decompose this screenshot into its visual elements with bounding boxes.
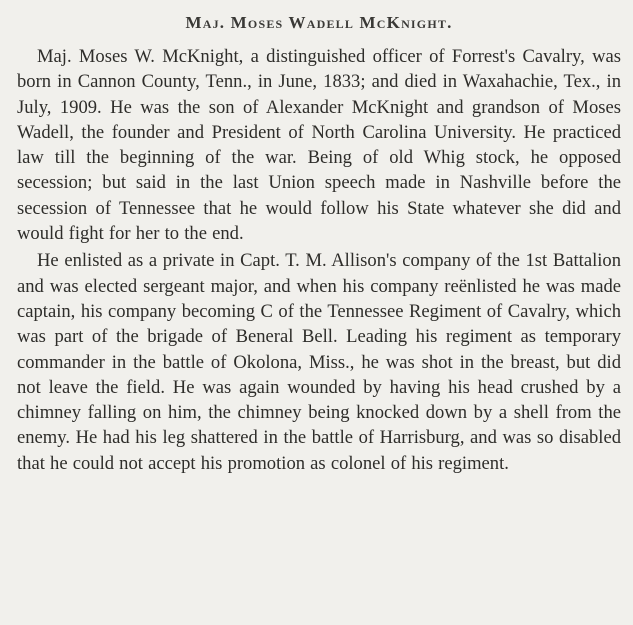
paragraph-military-service: He enlisted as a private in Capt. T. M. Allison's company of the 1st Battalion and was elected sergeant major, and when his company reënlisted he was made captain, his company becoming C of the Tennessee Regiment of Cavalry, which was part of the brigade of Beneral Bell. Leading his regiment as temporary commander in the battle of Okolona, Miss., he was shot in the breast, but did not leave the field. He was again wounded by having his head crushed by a chimney falling on him, the chimney being knocked down by a shell from the enemy. He had his leg shattered in the battle of Harrisburg, and was so disabled that he could not accept his promotion as colonel of his regiment. bbox=[17, 250, 621, 474]
paragraph-biography: Maj. Moses W. McKnight, a distinguished officer of Forrest's Cavalry, was born in Cannon County, Tenn., in June, 1833; and died in Waxahachie, Tex., in July, 1909. He was the son of Alexander McKnight and grandson of Moses Wadell, the founder and President of North Carolina University. He practiced law till the beginning of the war. Being of old Whig stock, he opposed secession; but said in the last Union speech made in Nashville before the secession of Tennessee that he would follow his State whatever she did and would fight for her to the end. bbox=[17, 46, 621, 245]
article-title: Maj. Moses Wadell McKnight. bbox=[185, 13, 453, 32]
